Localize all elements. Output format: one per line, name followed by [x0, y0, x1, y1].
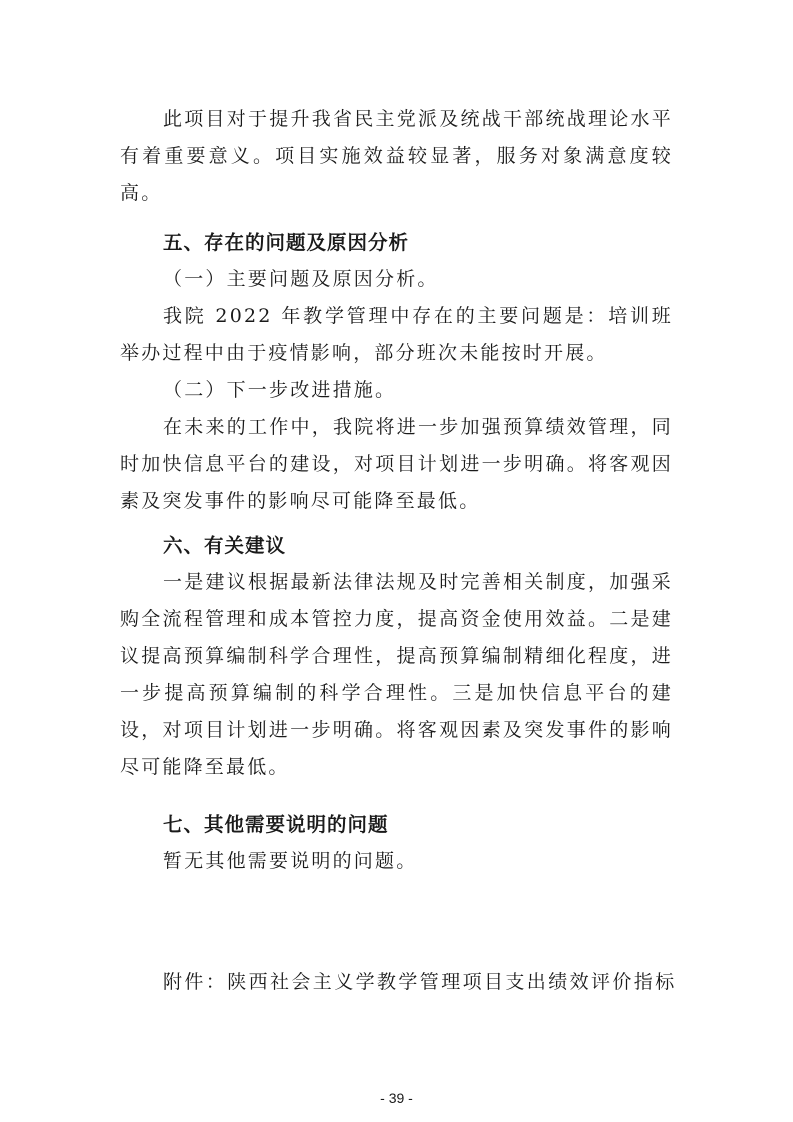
section-5-heading: 五、存在的问题及原因分析 [163, 231, 410, 254]
section-6-paragraph: 一是建议根据最新法律法规及时完善相关制度，加强采购全流程管理和成本管控力度，提高资金使用效益。二是建议提高预算编制科学合理性，提高预算编制精细化程度，进一步提高预算编制的科学合理性。三是加快信息平台的建设，对项目计划进一步明确。将客观因素及突发事件的影响尽可能降至最低。 [120, 571, 673, 778]
section-7-paragraph: 暂无其他需要说明的问题。 [163, 850, 418, 872]
section-5-paragraph-1: 我院 2022 年教学管理中存在的主要问题是：培训班举办过程中由于疫情影响，部分班次未能按时开展。 [120, 305, 673, 364]
section-5-paragraph-2: 在未来的工作中，我院将进一步加强预算绩效管理，同时加快信息平台的建设，对项目计划进一步明确。将客观因素及突发事件的影响尽可能降至最低。 [120, 416, 673, 512]
section-5-sub-2: （二）下一步改进措施。 [163, 379, 397, 401]
section-5-sub-1: （一）主要问题及原因分析。 [163, 268, 439, 290]
attachment-line: 附件：陕西社会主义学教学管理项目支出绩效评价指标 [163, 971, 677, 993]
page-number: - 39 - [380, 1090, 413, 1106]
section-7-heading: 七、其他需要说明的问题 [163, 813, 389, 836]
significance-paragraph: 此项目对于提升我省民主党派及统战干部统战理论水平有着重要意义。项目实施效益较显著，服务对象满意度较高。 [120, 108, 673, 204]
section-6-heading: 六、有关建议 [163, 534, 287, 557]
